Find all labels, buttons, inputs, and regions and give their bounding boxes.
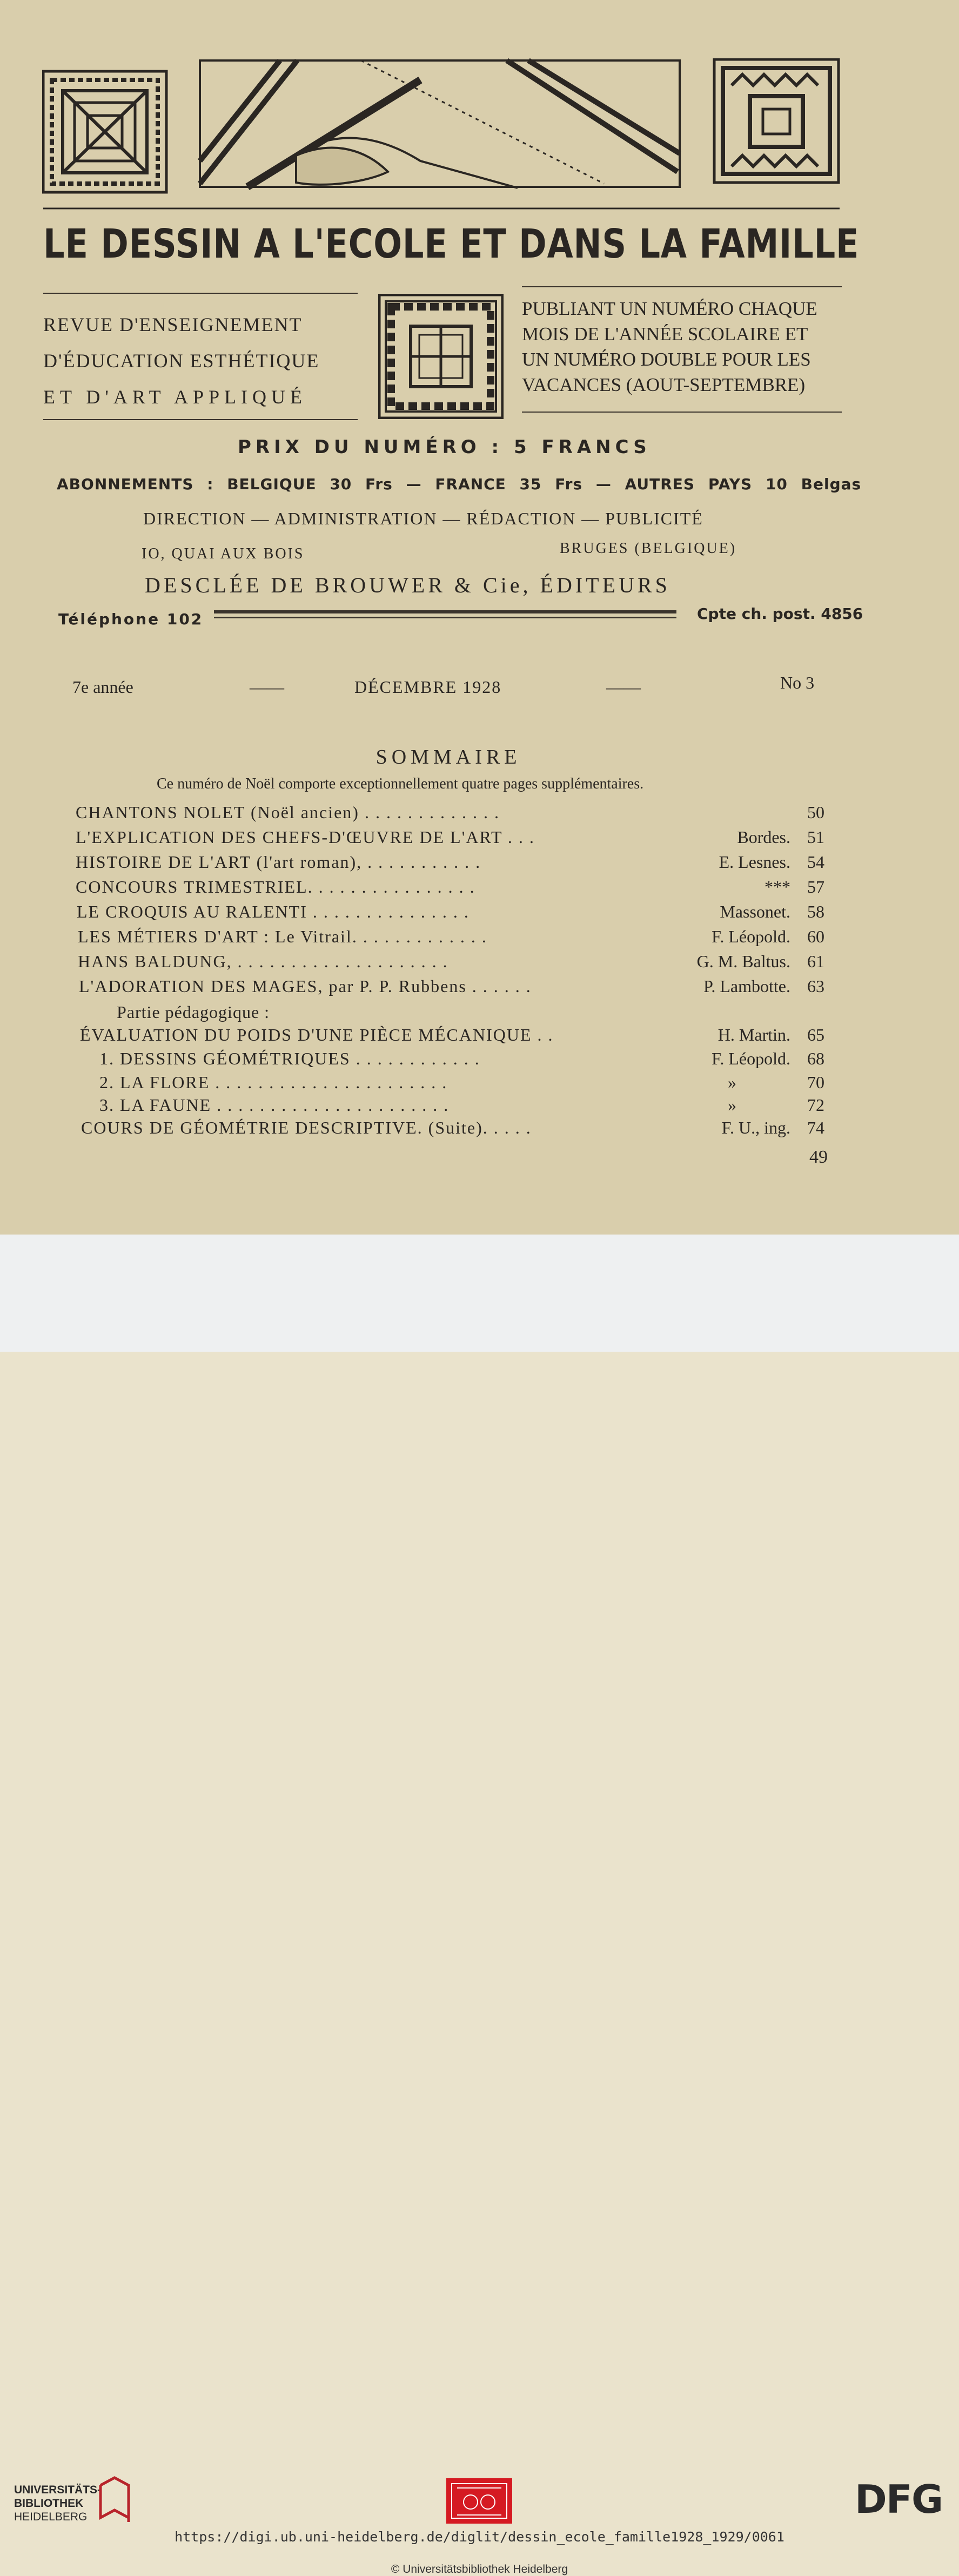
funder-logo[interactable]: DFG (855, 2477, 943, 2522)
section-subheading (0, 1000, 959, 1024)
entry-page: 74 (807, 1118, 824, 1137)
entry-author: G. M. Baltus. (696, 952, 790, 971)
scanned-page (0, 0, 959, 1235)
entry-page: 68 (807, 1049, 824, 1068)
entry-page: 65 (807, 1025, 824, 1044)
entry-page: 63 (807, 976, 824, 996)
entry-title: CONCOURS TRIMESTRIEL. . . . . . . . . . . . . . . . (76, 877, 475, 896)
publisher-name: DESCLÉE DE BROUWER & Cie, ÉDITEURS (145, 573, 670, 597)
list-item (0, 900, 959, 923)
subscription-rates: ABONNEMENTS : BELGIQUE 30 Frs — FRANCE 35 Frs — AUTRES PAYS 10 Belgas (57, 475, 862, 493)
list-item (0, 1070, 959, 1094)
departments: DIRECTION — ADMINISTRATION — RÉDACTION — PUBLICITÉ (143, 509, 703, 528)
entry-page: 70 (807, 1073, 824, 1092)
permalink[interactable]: https://digi.ub.uni-heidelberg.de/diglit/dessin_ecole_famille1928_1929/0061 (175, 2529, 784, 2545)
dash: —— (250, 677, 284, 697)
entry-author: » (728, 1073, 736, 1092)
entry-page: 58 (807, 902, 824, 921)
entry-author: F. Léopold. (712, 1049, 790, 1068)
page-number: 49 (809, 1147, 828, 1167)
postal-cheque: Cpte ch. post. 4856 (697, 605, 863, 623)
entry-title: ÉVALUATION DU POIDS D'UNE PIÈCE MÉCANIQUE . . (80, 1025, 554, 1044)
list-item (0, 1093, 959, 1117)
list-item (0, 1023, 959, 1047)
description-line: ET D'ART APPLIQUÉ (43, 386, 307, 408)
list-item (0, 974, 959, 998)
dash: —— (606, 677, 641, 697)
list-item (0, 1116, 959, 1139)
entry-author: Massonet. (720, 902, 790, 921)
library-logo[interactable] (14, 2483, 101, 2524)
entry-author: F. Léopold. (712, 927, 790, 946)
entry-title: L'ADORATION DES MAGES, par P. P. Rubbens . . . . . . (79, 976, 532, 996)
city-address: BRUGES (BELGIQUE) (560, 540, 737, 557)
entry-author: Bordes. (737, 827, 790, 847)
entry-page: 51 (807, 827, 824, 847)
entry-author: H. Martin. (717, 1025, 790, 1044)
list-item (0, 800, 959, 824)
list-item (0, 925, 959, 948)
entry-author: » (728, 1095, 736, 1115)
entry-author: E. Lesnes. (719, 852, 790, 872)
right-ornament (714, 59, 839, 183)
entry-page: 54 (807, 852, 824, 872)
viewer-footer (0, 1235, 959, 2575)
list-item (0, 1047, 959, 1070)
description-line: D'ÉDUCATION ESTHÉTIQUE (43, 350, 320, 372)
contents-note: Ce numéro de Noël comporte exceptionnellement quatre pages supplémentaires. (157, 776, 644, 792)
library-name-line: BIBLIOTHEK (14, 2497, 84, 2510)
masthead-title: LE DESSIN A L'ECOLE ET DANS LA FAMILLE (43, 221, 860, 267)
entry-title: 3. LA FAUNE . . . . . . . . . . . . . . . . . . . . . . (99, 1095, 450, 1115)
description-line: REVUE D'ENSEIGNEMENT (43, 314, 303, 335)
volume-year: 7e année (72, 677, 133, 697)
list-item (0, 949, 959, 973)
entry-title: L'EXPLICATION DES CHEFS-D'ŒUVRE DE L'ART . . . (76, 827, 535, 847)
drawing-panel (200, 60, 680, 188)
divider (522, 286, 842, 287)
list-item (0, 875, 959, 899)
copyright: © Universitätsbibliothek Heidelberg (391, 2563, 568, 2575)
divider (43, 293, 358, 294)
review-description (43, 307, 362, 415)
entry-title: LE CROQUIS AU RALENTI . . . . . . . . . . . . . . . (77, 902, 470, 921)
schedule-line: UN NUMÉRO DOUBLE POUR LES (522, 349, 811, 370)
entry-page: 72 (807, 1095, 824, 1115)
entry-author: *** (764, 877, 790, 896)
publication-schedule (522, 296, 850, 397)
center-ornament (378, 294, 504, 419)
library-emblem-icon (96, 2474, 133, 2524)
left-ornament (43, 71, 166, 192)
street-address: IO, QUAI AUX BOIS (142, 545, 305, 562)
issue-number: No 3 (780, 673, 815, 692)
list-item (0, 850, 959, 874)
entry-title: 2. LA FLORE . . . . . . . . . . . . . . . . . . . . . . (99, 1073, 448, 1092)
epistemes-logo[interactable] (446, 2478, 512, 2524)
library-name-line: UNIVERSITÄTS- (14, 2484, 102, 2496)
entry-title: CHANTONS NOLET (Noël ancien) . . . . . . . . . . . . . (76, 803, 500, 822)
entry-title: 1. DESSINS GÉOMÉTRIQUES . . . . . . . . . . . . (99, 1049, 480, 1068)
issue-price: PRIX DU NUMÉRO : 5 FRANCS (238, 436, 651, 458)
entry-page: 60 (807, 927, 824, 946)
schedule-line: PUBLIANT UN NUMÉRO CHAQUE (522, 298, 817, 319)
schedule-line: VACANCES (AOUT-SEPTEMBRE) (522, 374, 806, 395)
entry-title: HANS BALDUNG, . . . . . . . . . . . . . . . . . . . . (78, 952, 448, 971)
entry-title: HISTOIRE DE L'ART (l'art roman), . . . . . . . . . . . (76, 852, 481, 872)
header-illustration (42, 58, 841, 215)
double-rule (214, 617, 676, 618)
entry-title: LES MÉTIERS D'ART : Le Vitrail. . . . . . . . . . . . . (78, 927, 487, 946)
entry-page: 50 (807, 803, 824, 822)
entry-author: P. Lambotte. (703, 976, 790, 996)
entry-page: 57 (807, 877, 824, 896)
entry-title: COURS DE GÉOMÉTRIE DESCRIPTIVE. (Suite). . . . . (81, 1118, 532, 1137)
library-name-line: HEIDELBERG (14, 2511, 88, 2523)
divider (522, 412, 842, 413)
epistemes-emblem-icon (446, 2478, 512, 2524)
list-item (0, 825, 959, 849)
entry-author: F. U., ing. (721, 1118, 790, 1137)
schedule-line: MOIS DE L'ANNÉE SCOLAIRE ET (522, 323, 808, 345)
entry-page: 61 (807, 952, 824, 971)
telephone: Téléphone 102 (58, 610, 204, 628)
double-rule (214, 610, 676, 613)
contents-heading: SOMMAIRE (375, 746, 521, 768)
divider (43, 419, 358, 420)
entry-title: Partie pédagogique : (117, 1002, 270, 1022)
issue-date: DÉCEMBRE 1928 (354, 677, 502, 697)
